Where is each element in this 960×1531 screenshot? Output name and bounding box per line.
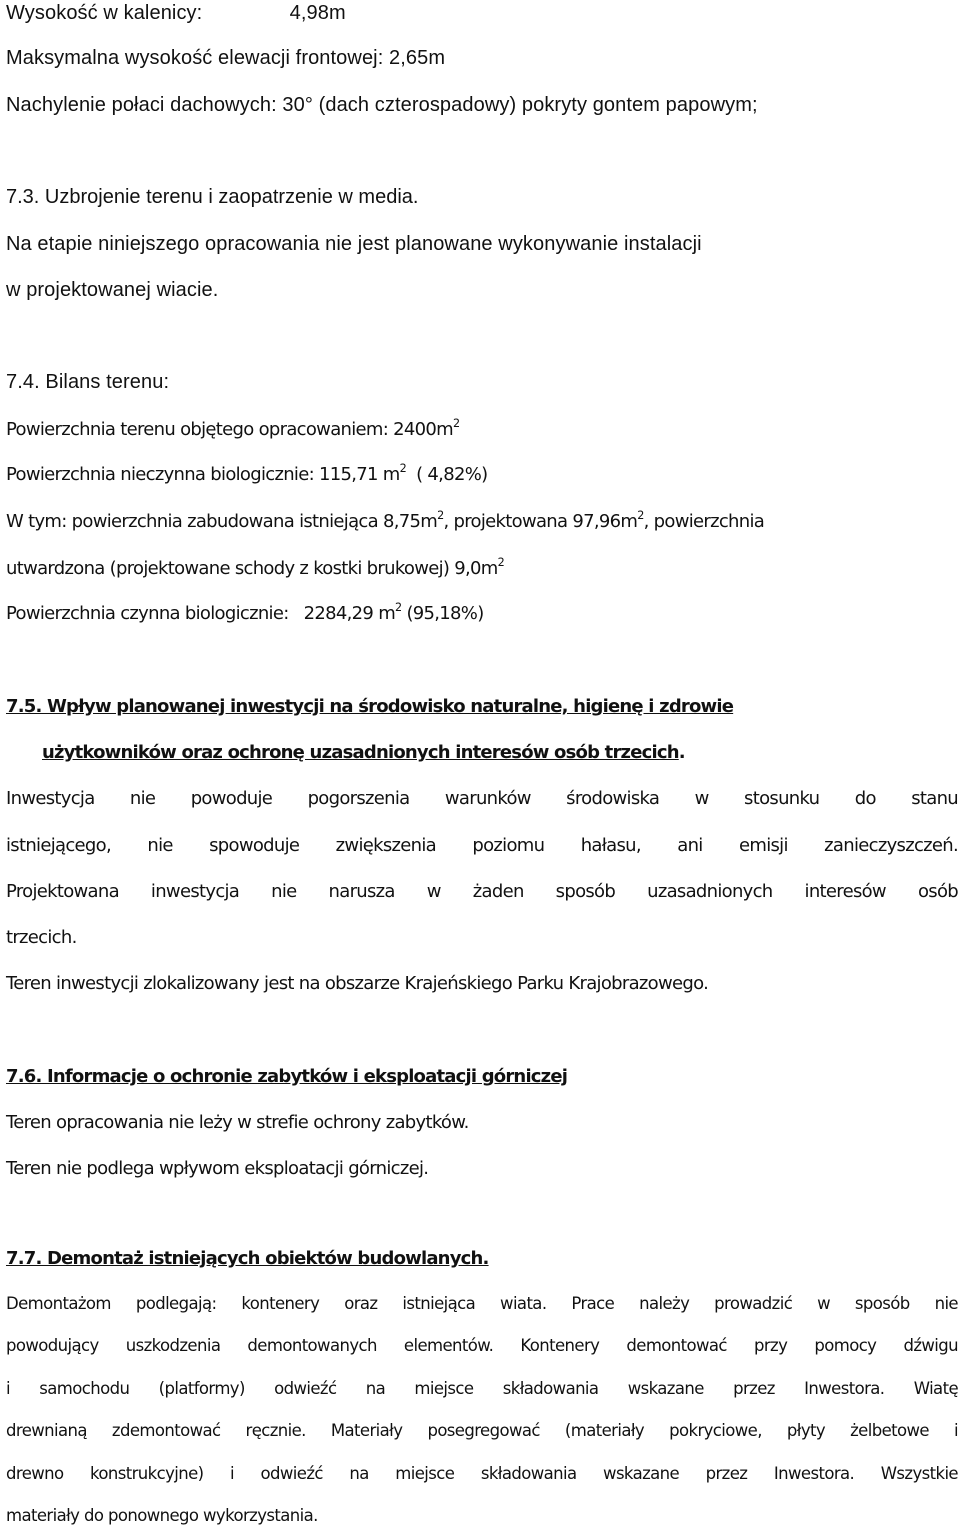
built-area-text-b: , projektowana 97,96m: [443, 511, 638, 532]
non-biological-area-line: [6, 462, 488, 485]
demolition-line-5: drewno konstrukcyjne) i odwieźć na miejsce składowania wskazane przez Inwestora. Wszystkie: [6, 1464, 958, 1483]
section-7-5-heading-line-2-text: użytkowników oraz ochronę uzasadnionych interesów osób trzecich: [42, 742, 679, 763]
impact-paragraph-line-1: Inwestycja nie powoduje pogorszenia warunków środowiska w stosunku do stanu: [6, 788, 958, 809]
biological-area-sup: 2: [395, 601, 402, 615]
impact-paragraph-line-2: istniejącego, nie spowoduje zwiększenia poziomu hałasu, ani emisji zanieczyszczeń.: [6, 835, 958, 856]
impact-paragraph-line-3: Projektowana inwestycja nie narusza w żaden sposób uzasadnionych interesów osób: [6, 881, 958, 902]
section-7-5-heading-line-2: [42, 744, 685, 762]
paved-area-sup: 2: [497, 556, 505, 570]
ridge-height-label: Wysokość w kalenicy:: [6, 2, 203, 24]
non-biological-area-sup: 2: [399, 462, 407, 476]
demolition-line-1: Demontażom podlegają: kontenery oraz istniejąca wiata. Prace należy prowadzić w sposób nie: [6, 1294, 958, 1313]
section-7-5-heading-line-1: 7.5. Wpływ planowanej inwestycji na środowisko naturalne, higienę i zdrowie: [6, 696, 734, 717]
built-area-sup-1: 2: [437, 509, 444, 523]
non-biological-area-percent: ( 4,82%): [406, 464, 488, 485]
ridge-height-value: 4,98m: [289, 2, 346, 24]
built-area-sup-2: 2: [637, 509, 644, 523]
demolition-line-3: i samochodu (platformy) odwieźć na miejsce składowania wskazane przez Inwestora. Wiatę: [6, 1379, 958, 1398]
built-area-line: [6, 509, 765, 532]
mining-line: Teren nie podlega wpływom eksploatacji górniczej.: [6, 1158, 429, 1179]
section-7-6-heading: 7.6. Informacje o ochronie zabytków i eksploatacji górniczej: [6, 1066, 568, 1087]
park-location-line: Teren inwestycji zlokalizowany jest na obszarze Krajeńskiego Parku Krajobrazowego.: [6, 973, 709, 994]
biological-area-line: [6, 601, 484, 624]
section-7-3-line-2: w projektowanej wiacie.: [6, 279, 219, 301]
section-7-7-heading: 7.7. Demontaż istniejących obiektów budowlanych.: [6, 1248, 489, 1269]
demolition-line-4: drewnianą zdemontować ręcznie. Materiały posegregować (materiały pokryciowe, płyty żelbetowe i: [6, 1421, 958, 1440]
section-7-3-line-1: Na etapie niniejszego opracowania nie jest planowane wykonywanie instalacji: [6, 233, 702, 255]
built-area-text-c: , powierzchnia: [643, 511, 765, 532]
site-area-text: Powierzchnia terenu objętego opracowaniem: 2400m: [6, 419, 453, 440]
roof-slope-line: Nachylenie połaci dachowych: 30° (dach czterospadowy) pokryty gontem papowym;: [6, 94, 758, 116]
demolition-line-2: powodujący uszkodzenia demontowanych elementów. Kontenery demontować przy pomocy dźwigu: [6, 1336, 958, 1355]
impact-paragraph-line-4: trzecich.: [6, 927, 77, 948]
biological-area-percent: (95,18%): [401, 603, 484, 624]
built-area-text-a: W tym: powierzchnia zabudowana istniejąca 8,75m: [6, 511, 438, 532]
section-7-5-heading-end: .: [678, 742, 685, 763]
paved-area-text: utwardzona (projektowane schody z kostki brukowej) 9,0m: [6, 558, 498, 579]
ridge-height-line: [6, 3, 346, 23]
section-7-3-heading: 7.3. Uzbrojenie terenu i zaopatrzenie w media.: [6, 186, 419, 208]
site-area-line: [6, 417, 460, 440]
paved-area-line: [6, 556, 505, 579]
section-7-4-heading: 7.4. Bilans terenu:: [6, 371, 170, 393]
monuments-line: Teren opracowania nie leży w strefie ochrony zabytków.: [6, 1112, 469, 1133]
non-biological-area-text: Powierzchnia nieczynna biologicznie: 115,71 m: [6, 464, 400, 485]
site-area-sup: 2: [452, 417, 460, 431]
front-elevation-line: Maksymalna wysokość elewacji frontowej: 2,65m: [6, 47, 446, 69]
demolition-line-6: materiały do ponownego wykorzystania.: [6, 1506, 318, 1525]
biological-area-text: Powierzchnia czynna biologicznie: 2284,29 m: [6, 603, 396, 624]
